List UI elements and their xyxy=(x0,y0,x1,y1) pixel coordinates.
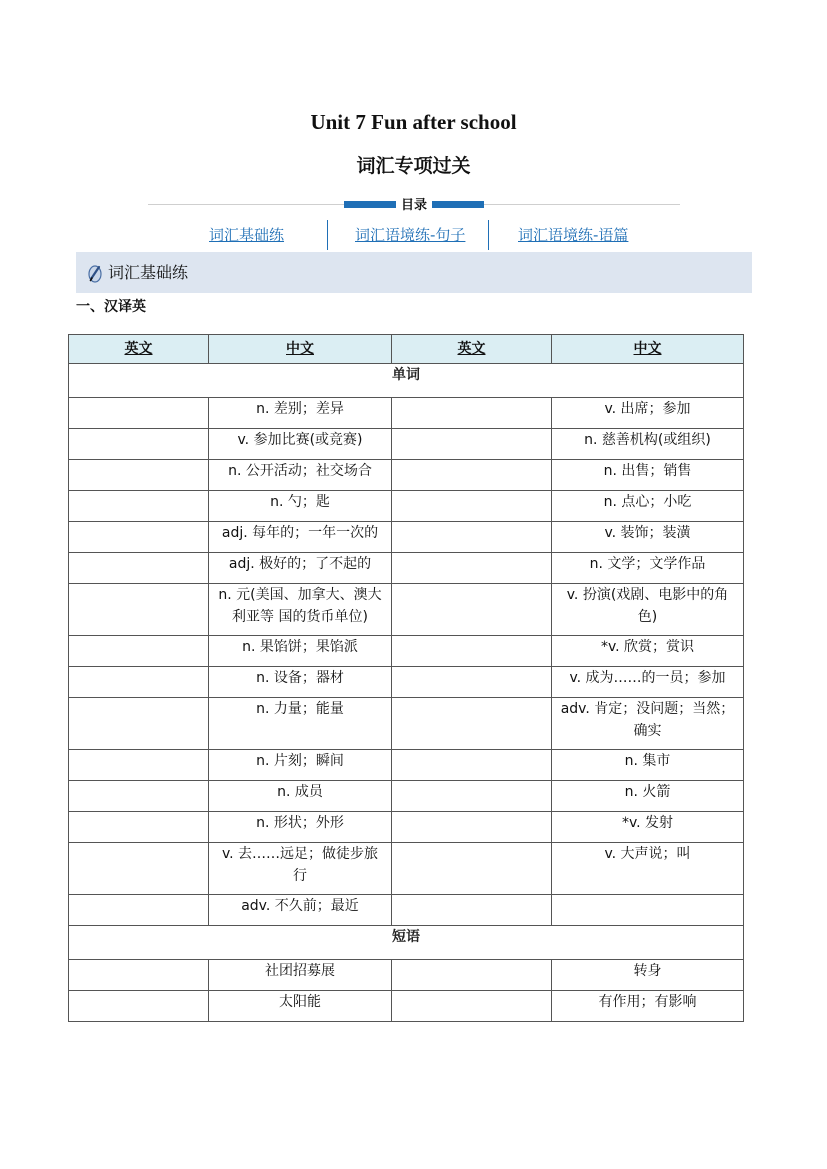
english-answer-cell[interactable] xyxy=(392,636,552,667)
chinese-cell: n. 勺；匙 xyxy=(209,491,392,522)
table-row xyxy=(69,636,744,667)
table-row xyxy=(69,843,744,895)
chinese-cell: n. 元(美国、加拿大、澳大利亚等 国的货币单位) xyxy=(209,584,392,636)
chinese-cell: n. 点心；小吃 xyxy=(552,491,744,522)
chinese-cell: 社团招募展 xyxy=(209,960,392,991)
english-answer-cell[interactable] xyxy=(392,429,552,460)
table-row xyxy=(69,895,744,926)
english-answer-cell[interactable] xyxy=(69,584,209,636)
english-answer-cell[interactable] xyxy=(392,584,552,636)
chinese-cell: v. 扮演(戏剧、电影中的角色) xyxy=(552,584,744,636)
english-answer-cell[interactable] xyxy=(392,991,552,1022)
toc-bar-left xyxy=(344,201,396,208)
english-answer-cell[interactable] xyxy=(392,843,552,895)
toc-separator xyxy=(327,220,328,250)
english-answer-cell[interactable] xyxy=(69,460,209,491)
toc-links xyxy=(190,220,660,250)
chinese-cell: n. 慈善机构(或组织) xyxy=(552,429,744,460)
chinese-cell: n. 成员 xyxy=(209,781,392,812)
toc-separator xyxy=(488,220,489,250)
english-answer-cell[interactable] xyxy=(392,781,552,812)
english-answer-cell[interactable] xyxy=(69,895,209,926)
table-row xyxy=(69,750,744,781)
toc-label: 目录 xyxy=(396,194,432,213)
header-english: 英文 xyxy=(392,335,552,364)
chinese-cell: n. 文学；文学作品 xyxy=(552,553,744,584)
table-row xyxy=(69,584,744,636)
chinese-cell: v. 参加比赛(或竞赛) xyxy=(209,429,392,460)
chinese-cell: 太阳能 xyxy=(209,991,392,1022)
chinese-cell: n. 片刻；瞬间 xyxy=(209,750,392,781)
header-english: 英文 xyxy=(69,335,209,364)
table-row xyxy=(69,812,744,843)
toc-link-sentence[interactable]: 词汇语境练-句子 xyxy=(355,226,466,244)
english-answer-cell[interactable] xyxy=(392,553,552,584)
english-answer-cell[interactable] xyxy=(392,750,552,781)
table-row xyxy=(69,491,744,522)
table-row xyxy=(69,781,744,812)
english-answer-cell[interactable] xyxy=(392,398,552,429)
group-label: 单词 xyxy=(69,364,744,398)
table-row xyxy=(69,429,744,460)
english-answer-cell[interactable] xyxy=(69,522,209,553)
table-row xyxy=(69,667,744,698)
toc-divider-left xyxy=(148,204,344,205)
english-answer-cell[interactable] xyxy=(69,698,209,750)
chinese-cell: n. 设备；器材 xyxy=(209,667,392,698)
chinese-cell: v. 出席；参加 xyxy=(552,398,744,429)
english-answer-cell[interactable] xyxy=(392,895,552,926)
english-answer-cell[interactable] xyxy=(69,667,209,698)
english-answer-cell[interactable] xyxy=(69,750,209,781)
chinese-cell: v. 去……远足；做徒步旅行 xyxy=(209,843,392,895)
english-answer-cell[interactable] xyxy=(392,460,552,491)
english-answer-cell[interactable] xyxy=(69,553,209,584)
english-answer-cell[interactable] xyxy=(392,698,552,750)
chinese-cell: adv. 肯定；没问题；当然；确实 xyxy=(552,698,744,750)
chinese-cell: v. 成为……的一员；参加 xyxy=(552,667,744,698)
doc-subtitle: 词汇专项过关 xyxy=(356,155,471,177)
english-answer-cell[interactable] xyxy=(69,491,209,522)
table-body xyxy=(69,364,744,1022)
group-label: 短语 xyxy=(69,926,744,960)
english-answer-cell[interactable] xyxy=(69,812,209,843)
toc-link-basic[interactable]: 词汇基础练 xyxy=(209,226,285,244)
header-chinese: 中文 xyxy=(552,335,744,364)
chinese-cell: v. 装饰；装潢 xyxy=(552,522,744,553)
pen-icon xyxy=(86,263,104,283)
chinese-cell: 有作用；有影响 xyxy=(552,991,744,1022)
chinese-cell: n. 火箭 xyxy=(552,781,744,812)
chinese-cell: v. 大声说；叫 xyxy=(552,843,744,895)
english-answer-cell[interactable] xyxy=(69,991,209,1022)
english-answer-cell[interactable] xyxy=(69,636,209,667)
chinese-cell: n. 形状；外形 xyxy=(209,812,392,843)
english-answer-cell[interactable] xyxy=(392,522,552,553)
english-answer-cell[interactable] xyxy=(392,491,552,522)
english-answer-cell[interactable] xyxy=(69,960,209,991)
chinese-cell: adj. 每年的；一年一次的 xyxy=(209,522,392,553)
table-row xyxy=(69,698,744,750)
chinese-cell xyxy=(552,895,744,926)
toc-link-passage[interactable]: 词汇语境练-语篇 xyxy=(518,226,629,244)
table-group-row xyxy=(69,926,744,960)
toc-bar-right xyxy=(432,201,484,208)
chinese-cell: 转身 xyxy=(552,960,744,991)
chinese-cell: n. 力量；能量 xyxy=(209,698,392,750)
table-row xyxy=(69,398,744,429)
english-answer-cell[interactable] xyxy=(392,812,552,843)
table-row xyxy=(69,522,744,553)
table-group-row xyxy=(69,364,744,398)
english-answer-cell[interactable] xyxy=(392,667,552,698)
chinese-cell: n. 公开活动；社交场合 xyxy=(209,460,392,491)
banner-label: 词汇基础练 xyxy=(108,263,189,282)
table-row xyxy=(69,960,744,991)
toc-divider-right xyxy=(484,204,680,205)
english-answer-cell[interactable] xyxy=(392,960,552,991)
vocab-table xyxy=(68,334,744,1022)
chinese-cell: adv. 不久前；最近 xyxy=(209,895,392,926)
doc-title: Unit 7 Fun after school xyxy=(310,110,517,134)
english-answer-cell[interactable] xyxy=(69,781,209,812)
table-row xyxy=(69,553,744,584)
chinese-cell: adj. 极好的；了不起的 xyxy=(209,553,392,584)
chinese-cell: n. 出售；销售 xyxy=(552,460,744,491)
chinese-cell: *v. 发射 xyxy=(552,812,744,843)
header-chinese: 中文 xyxy=(209,335,392,364)
chinese-cell: n. 果馅饼；果馅派 xyxy=(209,636,392,667)
section-banner xyxy=(76,252,752,293)
english-answer-cell[interactable] xyxy=(69,843,209,895)
chinese-cell: *v. 欣赏；赏识 xyxy=(552,636,744,667)
chinese-cell: n. 差别；差异 xyxy=(209,398,392,429)
english-answer-cell[interactable] xyxy=(69,398,209,429)
table-row xyxy=(69,460,744,491)
table-row xyxy=(69,991,744,1022)
english-answer-cell[interactable] xyxy=(69,429,209,460)
chinese-cell: n. 集市 xyxy=(552,750,744,781)
table-header-row xyxy=(69,335,744,364)
exercise-subhead: 一、汉译英 xyxy=(76,299,146,315)
